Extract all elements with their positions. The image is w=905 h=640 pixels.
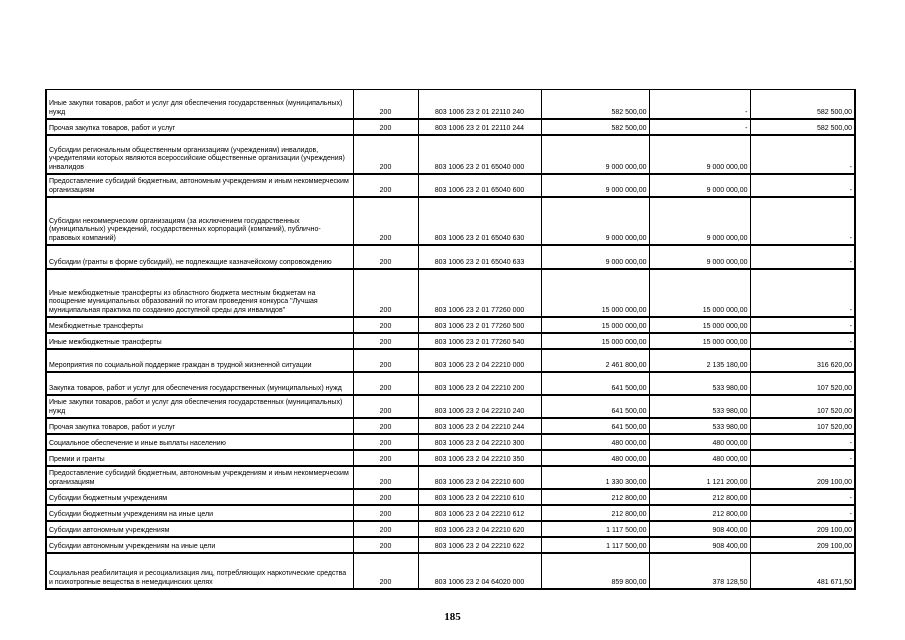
row-name: Прочая закупка товаров, работ и услуг [46, 119, 353, 135]
table-row [46, 333, 855, 349]
row-classification: 803 1006 23 2 01 65040 630 [418, 197, 541, 245]
row-code: 200 [353, 245, 418, 269]
row-executed-amount: 9 000 000,00 [649, 197, 750, 245]
table-row [46, 450, 855, 466]
row-classification: 803 1006 23 2 04 22210 620 [418, 521, 541, 537]
row-name: Субсидии автономным учреждениям на иные цели [46, 537, 353, 553]
row-classification: 803 1006 23 2 04 22210 200 [418, 372, 541, 395]
row-name: Предоставление субсидий бюджетным, автономным учреждениям и иным некоммерческим организациям [46, 174, 353, 197]
table-row [46, 269, 855, 317]
row-unexecuted-amount: - [750, 489, 855, 505]
row-executed-amount: - [649, 90, 750, 119]
table-row [46, 119, 855, 135]
row-approved-amount: 480 000,00 [541, 450, 649, 466]
row-code: 200 [353, 466, 418, 489]
row-executed-amount: 533 980,00 [649, 418, 750, 434]
row-code: 200 [353, 372, 418, 395]
row-code: 200 [353, 395, 418, 418]
row-name: Субсидии автономным учреждениям [46, 521, 353, 537]
row-unexecuted-amount: 481 671,50 [750, 553, 855, 589]
table-row [46, 372, 855, 395]
row-executed-amount: 533 980,00 [649, 395, 750, 418]
row-unexecuted-amount: - [750, 450, 855, 466]
page-number: 185 [444, 611, 461, 623]
row-code: 200 [353, 418, 418, 434]
row-approved-amount: 212 800,00 [541, 505, 649, 521]
row-classification: 803 1006 23 2 04 22210 000 [418, 349, 541, 372]
row-name: Социальное обеспечение и иные выплаты населению [46, 434, 353, 450]
row-unexecuted-amount: - [750, 135, 855, 174]
row-classification: 803 1006 23 2 04 22210 244 [418, 418, 541, 434]
row-approved-amount: 212 800,00 [541, 489, 649, 505]
row-classification: 803 1006 23 2 01 22110 240 [418, 90, 541, 119]
row-approved-amount: 1 330 300,00 [541, 466, 649, 489]
table-row [46, 553, 855, 589]
row-executed-amount: 15 000 000,00 [649, 269, 750, 317]
row-code: 200 [353, 450, 418, 466]
row-name: Иные закупки товаров, работ и услуг для обеспечения государственных (муниципальных) нужд [46, 90, 353, 119]
row-name: Прочая закупка товаров, работ и услуг [46, 418, 353, 434]
row-name: Субсидии некоммерческим организациям (за исключением государственных (муниципальных) учреждений, государственных корпораций (компаний), публично-правовых компаний) [46, 197, 353, 245]
table-row [46, 90, 855, 119]
row-code: 200 [353, 505, 418, 521]
row-approved-amount: 9 000 000,00 [541, 197, 649, 245]
row-name: Иные межбюджетные трансферты [46, 333, 353, 349]
row-classification: 803 1006 23 2 04 22210 240 [418, 395, 541, 418]
table-row [46, 135, 855, 174]
table-row [46, 395, 855, 418]
row-unexecuted-amount: - [750, 269, 855, 317]
row-executed-amount: 908 400,00 [649, 521, 750, 537]
row-code: 200 [353, 521, 418, 537]
row-unexecuted-amount: - [750, 434, 855, 450]
row-approved-amount: 9 000 000,00 [541, 135, 649, 174]
row-classification: 803 1006 23 2 01 65040 600 [418, 174, 541, 197]
row-unexecuted-amount: 209 100,00 [750, 537, 855, 553]
row-approved-amount: 582 500,00 [541, 119, 649, 135]
row-unexecuted-amount: - [750, 245, 855, 269]
row-code: 200 [353, 135, 418, 174]
table-row [46, 349, 855, 372]
row-classification: 803 1006 23 2 01 77260 540 [418, 333, 541, 349]
row-unexecuted-amount: 582 500,00 [750, 119, 855, 135]
row-unexecuted-amount: - [750, 505, 855, 521]
row-name: Субсидии региональным общественным организациям (учреждениям) инвалидов, учредителями которых являются всероссийские общественные организации (учреждения) инвалидов [46, 135, 353, 174]
row-classification: 803 1006 23 2 04 22210 622 [418, 537, 541, 553]
row-approved-amount: 859 800,00 [541, 553, 649, 589]
row-unexecuted-amount: - [750, 333, 855, 349]
row-name: Премии и гранты [46, 450, 353, 466]
table-row [46, 434, 855, 450]
row-executed-amount: 9 000 000,00 [649, 174, 750, 197]
row-approved-amount: 641 500,00 [541, 418, 649, 434]
row-approved-amount: 480 000,00 [541, 434, 649, 450]
row-code: 200 [353, 269, 418, 317]
row-classification: 803 1006 23 2 01 65040 633 [418, 245, 541, 269]
row-executed-amount: 212 800,00 [649, 489, 750, 505]
row-approved-amount: 1 117 500,00 [541, 537, 649, 553]
row-executed-amount: 9 000 000,00 [649, 245, 750, 269]
row-executed-amount: 533 980,00 [649, 372, 750, 395]
table-row [46, 197, 855, 245]
row-approved-amount: 15 000 000,00 [541, 317, 649, 333]
row-executed-amount: - [649, 119, 750, 135]
row-code: 200 [353, 349, 418, 372]
row-code: 200 [353, 333, 418, 349]
row-classification: 803 1006 23 2 01 77260 500 [418, 317, 541, 333]
row-unexecuted-amount: - [750, 174, 855, 197]
row-approved-amount: 15 000 000,00 [541, 269, 649, 317]
row-classification: 803 1006 23 2 04 64020 000 [418, 553, 541, 589]
table-row [46, 505, 855, 521]
row-approved-amount: 582 500,00 [541, 90, 649, 119]
table-row [46, 418, 855, 434]
row-unexecuted-amount: 107 520,00 [750, 395, 855, 418]
table-row [46, 317, 855, 333]
table-row [46, 466, 855, 489]
row-approved-amount: 641 500,00 [541, 395, 649, 418]
row-unexecuted-amount: 209 100,00 [750, 521, 855, 537]
row-unexecuted-amount: 107 520,00 [750, 418, 855, 434]
row-name: Иные межбюджетные трансферты из областного бюджета местным бюджетам на поощрение муниципальных образований по итогам проведения конкурса "Лучшая муниципальная практика по созданию доступной среды для инвалидов" [46, 269, 353, 317]
row-executed-amount: 908 400,00 [649, 537, 750, 553]
row-approved-amount: 9 000 000,00 [541, 245, 649, 269]
row-unexecuted-amount: - [750, 197, 855, 245]
row-executed-amount: 9 000 000,00 [649, 135, 750, 174]
row-approved-amount: 1 117 500,00 [541, 521, 649, 537]
row-approved-amount: 641 500,00 [541, 372, 649, 395]
table-row [46, 537, 855, 553]
row-name: Мероприятия по социальной поддержке граждан в трудной жизненной ситуации [46, 349, 353, 372]
row-unexecuted-amount: 107 520,00 [750, 372, 855, 395]
row-classification: 803 1006 23 2 04 22210 610 [418, 489, 541, 505]
budget-execution-table [45, 89, 856, 590]
row-classification: 803 1006 23 2 04 22210 300 [418, 434, 541, 450]
row-executed-amount: 480 000,00 [649, 450, 750, 466]
table-row [46, 489, 855, 505]
row-unexecuted-amount: - [750, 317, 855, 333]
row-code: 200 [353, 434, 418, 450]
table-row [46, 174, 855, 197]
row-classification: 803 1006 23 2 01 22110 244 [418, 119, 541, 135]
row-code: 200 [353, 90, 418, 119]
row-name: Закупка товаров, работ и услуг для обеспечения государственных (муниципальных) нужд [46, 372, 353, 395]
row-classification: 803 1006 23 2 04 22210 600 [418, 466, 541, 489]
row-unexecuted-amount: 582 500,00 [750, 90, 855, 119]
row-unexecuted-amount: 316 620,00 [750, 349, 855, 372]
row-code: 200 [353, 489, 418, 505]
row-code: 200 [353, 537, 418, 553]
row-approved-amount: 9 000 000,00 [541, 174, 649, 197]
row-code: 200 [353, 553, 418, 589]
row-name: Иные закупки товаров, работ и услуг для обеспечения государственных (муниципальных) нужд [46, 395, 353, 418]
table-row [46, 245, 855, 269]
row-executed-amount: 212 800,00 [649, 505, 750, 521]
row-name: Социальная реабилитация и ресоциализация лиц, потребляющих наркотические средства и психотропные вещества в немедицинских целях [46, 553, 353, 589]
row-code: 200 [353, 174, 418, 197]
row-code: 200 [353, 197, 418, 245]
row-classification: 803 1006 23 2 04 22210 612 [418, 505, 541, 521]
row-executed-amount: 15 000 000,00 [649, 333, 750, 349]
row-name: Субсидии (гранты в форме субсидий), не подлежащие казначейскому сопровождению [46, 245, 353, 269]
row-code: 200 [353, 119, 418, 135]
row-executed-amount: 480 000,00 [649, 434, 750, 450]
row-code: 200 [353, 317, 418, 333]
row-classification: 803 1006 23 2 04 22210 350 [418, 450, 541, 466]
row-executed-amount: 2 135 180,00 [649, 349, 750, 372]
row-classification: 803 1006 23 2 01 77260 000 [418, 269, 541, 317]
row-executed-amount: 1 121 200,00 [649, 466, 750, 489]
row-executed-amount: 378 128,50 [649, 553, 750, 589]
row-name: Предоставление субсидий бюджетным, автономным учреждениям и иным некоммерческим организациям [46, 466, 353, 489]
table-row [46, 521, 855, 537]
row-name: Межбюджетные трансферты [46, 317, 353, 333]
row-unexecuted-amount: 209 100,00 [750, 466, 855, 489]
row-name: Субсидии бюджетным учреждениям [46, 489, 353, 505]
row-approved-amount: 15 000 000,00 [541, 333, 649, 349]
row-executed-amount: 15 000 000,00 [649, 317, 750, 333]
row-approved-amount: 2 461 800,00 [541, 349, 649, 372]
row-name: Субсидии бюджетным учреждениям на иные цели [46, 505, 353, 521]
row-classification: 803 1006 23 2 01 65040 000 [418, 135, 541, 174]
